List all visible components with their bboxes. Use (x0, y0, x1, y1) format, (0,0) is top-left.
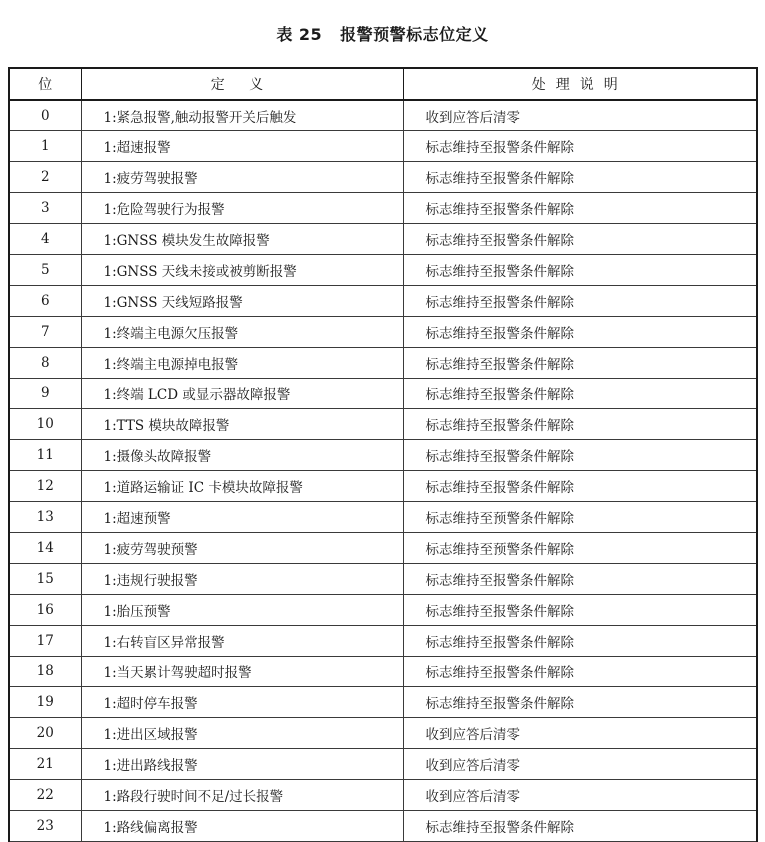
table-header-row (9, 68, 757, 100)
table-row (9, 316, 757, 347)
bit-cell: 19 (9, 687, 81, 718)
handling-cell: 标志维持至报警条件解除 (403, 347, 757, 378)
table-row (9, 100, 757, 131)
definition-cell: 1:终端 LCD 或显示器故障报警 (81, 378, 403, 409)
definition-cell: 1:危险驾驶行为报警 (81, 193, 403, 224)
bit-cell: 2 (9, 162, 81, 193)
bit-cell: 14 (9, 532, 81, 563)
table-row (9, 532, 757, 563)
bit-cell: 10 (9, 409, 81, 440)
table-row (9, 502, 757, 533)
table-row (9, 224, 757, 255)
definition-cell: 1:紧急报警,触动报警开关后触发 (81, 100, 403, 131)
handling-cell: 标志维持至报警条件解除 (403, 316, 757, 347)
definition-cell: 1:违规行驶报警 (81, 563, 403, 594)
bit-cell: 5 (9, 254, 81, 285)
table-row (9, 471, 757, 502)
table-row (9, 409, 757, 440)
handling-cell: 标志维持至报警条件解除 (403, 162, 757, 193)
header-bit: 位 (9, 68, 81, 100)
handling-cell: 标志维持至报警条件解除 (403, 656, 757, 687)
bit-cell: 9 (9, 378, 81, 409)
header-definition: 定 义 (81, 68, 403, 100)
table-caption: 报警预警标志位定义 (340, 25, 489, 44)
table-row (9, 254, 757, 285)
bit-cell: 1 (9, 131, 81, 162)
handling-cell: 标志维持至报警条件解除 (403, 254, 757, 285)
definition-cell: 1:右转盲区异常报警 (81, 625, 403, 656)
definition-cell: 1:超速报警 (81, 131, 403, 162)
table-row (9, 687, 757, 718)
table-row (9, 656, 757, 687)
table-row (9, 780, 757, 811)
definition-cell: 1:终端主电源掉电报警 (81, 347, 403, 378)
bit-cell: 6 (9, 285, 81, 316)
definition-cell: 1:当天累计驾驶超时报警 (81, 656, 403, 687)
definition-cell: 1:摄像头故障报警 (81, 440, 403, 471)
definition-cell: 1:终端主电源欠压报警 (81, 316, 403, 347)
handling-cell: 标志维持至预警条件解除 (403, 502, 757, 533)
handling-cell: 标志维持至报警条件解除 (403, 285, 757, 316)
definition-cell: 1:胎压预警 (81, 594, 403, 625)
definition-cell: 1:路线偏离报警 (81, 810, 403, 841)
definition-cell: 1:进出区域报警 (81, 718, 403, 749)
bit-cell: 13 (9, 502, 81, 533)
table-row (9, 285, 757, 316)
handling-cell: 收到应答后清零 (403, 718, 757, 749)
bit-cell: 4 (9, 224, 81, 255)
definition-cell: 1:超时停车报警 (81, 687, 403, 718)
alarm-flag-table (8, 67, 758, 842)
handling-cell: 标志维持至报警条件解除 (403, 594, 757, 625)
definition-cell: 1:GNSS 天线短路报警 (81, 285, 403, 316)
table-row (9, 440, 757, 471)
bit-cell: 8 (9, 347, 81, 378)
bit-cell: 12 (9, 471, 81, 502)
bit-cell: 16 (9, 594, 81, 625)
bit-cell: 20 (9, 718, 81, 749)
definition-cell: 1:TTS 模块故障报警 (81, 409, 403, 440)
handling-cell: 标志维持至报警条件解除 (403, 409, 757, 440)
table-row (9, 810, 757, 841)
handling-cell: 标志维持至预警条件解除 (403, 532, 757, 563)
table-row (9, 378, 757, 409)
table-row (9, 718, 757, 749)
definition-cell: 1:疲劳驾驶报警 (81, 162, 403, 193)
handling-cell: 标志维持至报警条件解除 (403, 224, 757, 255)
handling-cell: 标志维持至报警条件解除 (403, 687, 757, 718)
bit-cell: 15 (9, 563, 81, 594)
table-row (9, 625, 757, 656)
table-row (9, 563, 757, 594)
definition-cell: 1:疲劳驾驶预警 (81, 532, 403, 563)
handling-cell: 标志维持至报警条件解除 (403, 193, 757, 224)
table-number: 表 25 (276, 25, 323, 44)
handling-cell: 标志维持至报警条件解除 (403, 563, 757, 594)
definition-cell: 1:路段行驶时间不足/过长报警 (81, 780, 403, 811)
definition-cell: 1:道路运输证 IC 卡模块故障报警 (81, 471, 403, 502)
bit-cell: 11 (9, 440, 81, 471)
table-row (9, 594, 757, 625)
table-row (9, 347, 757, 378)
table-body (9, 100, 757, 841)
handling-cell: 标志维持至报警条件解除 (403, 471, 757, 502)
bit-cell: 23 (9, 810, 81, 841)
handling-cell: 收到应答后清零 (403, 100, 757, 131)
definition-cell: 1:GNSS 模块发生故障报警 (81, 224, 403, 255)
definition-cell: 1:进出路线报警 (81, 749, 403, 780)
handling-cell: 标志维持至报警条件解除 (403, 378, 757, 409)
table-title (0, 22, 765, 45)
handling-cell: 标志维持至报警条件解除 (403, 131, 757, 162)
header-handling: 处理说明 (403, 68, 757, 100)
handling-cell: 标志维持至报警条件解除 (403, 625, 757, 656)
bit-cell: 22 (9, 780, 81, 811)
bit-cell: 3 (9, 193, 81, 224)
handling-cell: 标志维持至报警条件解除 (403, 810, 757, 841)
handling-cell: 收到应答后清零 (403, 780, 757, 811)
bit-cell: 0 (9, 100, 81, 131)
definition-cell: 1:GNSS 天线未接或被剪断报警 (81, 254, 403, 285)
handling-cell: 标志维持至报警条件解除 (403, 440, 757, 471)
definition-cell: 1:超速预警 (81, 502, 403, 533)
bit-cell: 18 (9, 656, 81, 687)
table-row (9, 749, 757, 780)
table-row (9, 162, 757, 193)
bit-cell: 7 (9, 316, 81, 347)
bit-cell: 21 (9, 749, 81, 780)
table-row (9, 193, 757, 224)
table-row (9, 131, 757, 162)
handling-cell: 收到应答后清零 (403, 749, 757, 780)
bit-cell: 17 (9, 625, 81, 656)
